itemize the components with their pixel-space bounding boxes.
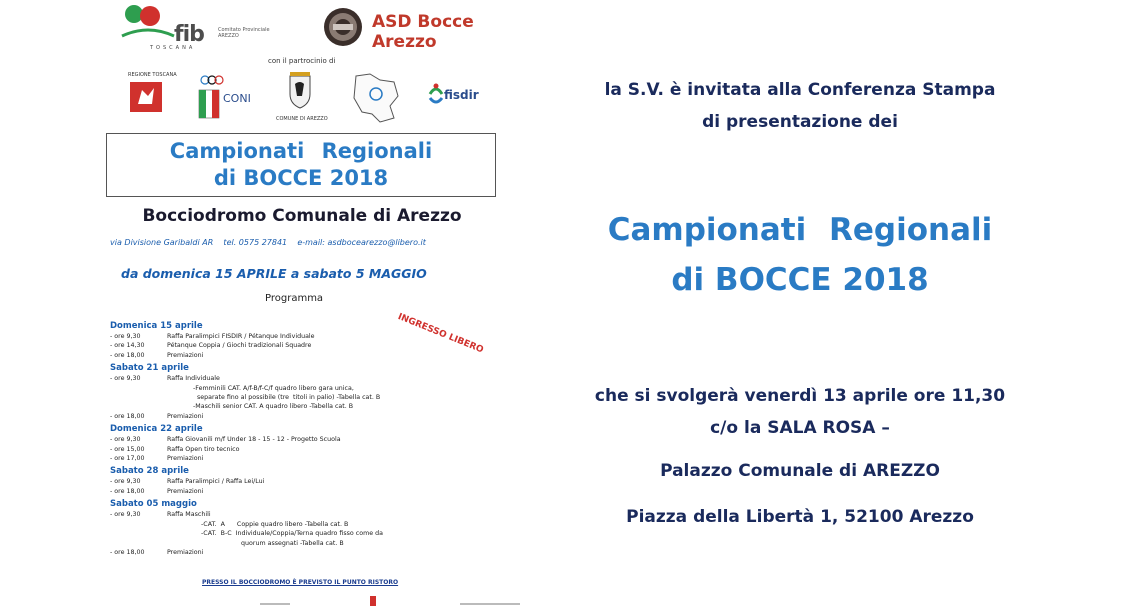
ristoro-note: PRESSO IL BOCCIODROMO È PREVISTO IL PUNTO RISTORO <box>202 579 399 586</box>
schedule-row <box>110 510 510 519</box>
invitation-title-line1: Campionati Regionali <box>607 212 993 248</box>
schedule <box>110 318 510 557</box>
schedule-row <box>110 341 510 350</box>
schedule-row <box>110 412 510 421</box>
schedule-time <box>110 529 167 538</box>
schedule-description: Pétanque Coppia / Giochi tradizionali Squadre <box>167 342 312 350</box>
invitation-room-line: c/o la SALA ROSA – <box>710 418 890 438</box>
regione-toscana-icon <box>128 78 164 114</box>
invitation-title-line2: di BOCCE 2018 <box>671 262 929 298</box>
ingresso-libero-stamp: INGRESSO LIBERO <box>396 312 485 356</box>
schedule-description: Raffa Paralimpici / Raffa Lei/Lui <box>167 478 265 486</box>
schedule-time: - ore 15,00 <box>110 445 145 453</box>
schedule-row <box>110 384 510 393</box>
schedule-time <box>110 393 167 402</box>
schedule-day: Sabato 05 maggio <box>110 499 197 510</box>
schedule-row <box>110 454 510 463</box>
patronage-label: con il partrocinio di <box>268 57 336 65</box>
schedule-time: - ore 18,00 <box>110 487 145 495</box>
schedule-row <box>110 393 510 402</box>
schedule-time <box>110 402 167 411</box>
sponsor-coni <box>195 72 257 124</box>
poster-title-line1: Campionati Regionali <box>169 139 433 163</box>
schedule-description: Premiazioni <box>167 487 204 495</box>
coni-olympic-icon <box>195 72 257 120</box>
schedule-row <box>110 445 510 454</box>
club-name: ASD Bocce Arezzo <box>372 12 474 52</box>
schedule-row <box>110 548 510 557</box>
schedule-day: Sabato 28 aprile <box>110 466 189 477</box>
schedule-description: quorum assegnati -Tabella cat. B <box>167 539 344 547</box>
schedule-time: - ore 9,30 <box>110 436 141 444</box>
schedule-row <box>110 487 510 496</box>
schedule-description: Raffa Giovanili m/f Under 18 - 15 - 12 - Progetto Scuola <box>167 436 341 444</box>
schedule-time: - ore 9,30 <box>110 375 141 383</box>
invitation-address-line: Piazza della Libertà 1, 52100 Arezzo <box>626 507 974 527</box>
schedule-description: Premiazioni <box>167 548 204 556</box>
schedule-description: separate fino al possibile (tre titoli in palio) -Tabella cat. B <box>167 394 381 402</box>
fib-logo-subtitle: Comitato Provinciale AREZZO <box>218 27 270 39</box>
schedule-description: Raffa Individuale <box>167 375 220 383</box>
schedule-time <box>110 520 167 529</box>
schedule-time: - ore 9,30 <box>110 478 141 486</box>
invitation-date-line: che si svolgerà venerdì 13 aprile ore 11,30 <box>594 386 1006 406</box>
schedule-description: Raffa Open tiro tecnico <box>167 445 240 453</box>
tuscany-map-icon <box>350 72 402 124</box>
sponsor-regione-toscana <box>128 72 177 118</box>
schedule-time: - ore 18,00 <box>110 548 145 556</box>
sponsor-label: REGIONE TOSCANA <box>128 72 177 78</box>
schedule-description: Premiazioni <box>167 351 204 359</box>
invitation-line-1: la S.V. è invitata alla Conferenza Stampa <box>604 80 996 100</box>
schedule-row <box>110 402 510 411</box>
schedule-description: -Maschili senior CAT. A quadro libero -Tabella cat. B <box>167 403 354 411</box>
sponsor-label: COMUNE DI AREZZO <box>276 116 328 122</box>
footer-logos-icon <box>260 596 540 606</box>
venue-address: via Divisione Garibaldi AR tel. 0575 27841 e-mail: asdbocearezzo@libero.it <box>110 238 426 247</box>
poster-title-box <box>106 133 496 197</box>
club-emblem-icon <box>323 7 363 47</box>
schedule-description: -CAT. A Coppie quadro libero -Tabella cat. B <box>167 520 349 528</box>
svg-text:CONI: CONI <box>223 92 251 105</box>
sponsor-comune-arezzo <box>276 72 328 122</box>
schedule-row <box>110 529 510 538</box>
schedule-row <box>110 351 510 360</box>
schedule-day: Sabato 21 aprile <box>110 363 189 374</box>
schedule-time: - ore 18,00 <box>110 412 145 420</box>
fisdir-label: fisdir <box>444 88 479 102</box>
schedule-time: - ore 17,00 <box>110 455 145 463</box>
sponsor-toscana-map <box>350 72 402 128</box>
schedule-day: Domenica 15 aprile <box>110 321 203 331</box>
schedule-row <box>110 374 510 383</box>
bocce-ball-logo-icon <box>120 2 176 50</box>
schedule-row <box>110 477 510 486</box>
fib-logo <box>120 2 290 52</box>
comune-arezzo-crest-icon <box>276 72 324 112</box>
event-dates: da domenica 15 APRILE a sabato 5 MAGGIO <box>121 266 427 281</box>
schedule-description: -CAT. B-C Individuale/Coppia/Terna quadro fisso come da <box>167 530 383 538</box>
press-invitation <box>540 0 1121 606</box>
schedule-time <box>110 384 167 393</box>
fib-region-label: TOSCANA <box>150 45 196 51</box>
schedule-time: - ore 14,30 <box>110 342 145 350</box>
schedule-description: Raffa Maschili <box>167 511 211 519</box>
schedule-row <box>110 332 510 341</box>
schedule-time: - ore 9,30 <box>110 333 141 340</box>
schedule-description: Premiazioni <box>167 455 204 463</box>
event-poster <box>100 0 530 606</box>
sponsor-fisdir <box>426 82 486 112</box>
schedule-row <box>110 435 510 444</box>
schedule-row <box>110 539 510 548</box>
schedule-description: Raffa Paralimpici FISDIR / Pétanque Individuale <box>167 333 315 340</box>
venue-name: Bocciodromo Comunale di Arezzo <box>142 206 462 226</box>
schedule-row <box>110 520 510 529</box>
invitation-line-2: di presentazione dei <box>702 112 898 132</box>
schedule-day: Domenica 22 aprile <box>110 424 203 435</box>
schedule-description: -Femminili CAT. A/f-B/f-C/f quadro libero gara unica, <box>167 384 354 392</box>
schedule-time <box>110 539 167 548</box>
fib-logo-text: fib <box>174 22 204 47</box>
schedule-description: Premiazioni <box>167 412 204 420</box>
programma-heading: Programma <box>265 293 324 304</box>
invitation-palace-line: Palazzo Comunale di AREZZO <box>660 461 940 481</box>
schedule-time: - ore 18,00 <box>110 351 145 359</box>
schedule-time: - ore 9,30 <box>110 511 141 519</box>
poster-title-line2: di BOCCE 2018 <box>213 166 389 190</box>
